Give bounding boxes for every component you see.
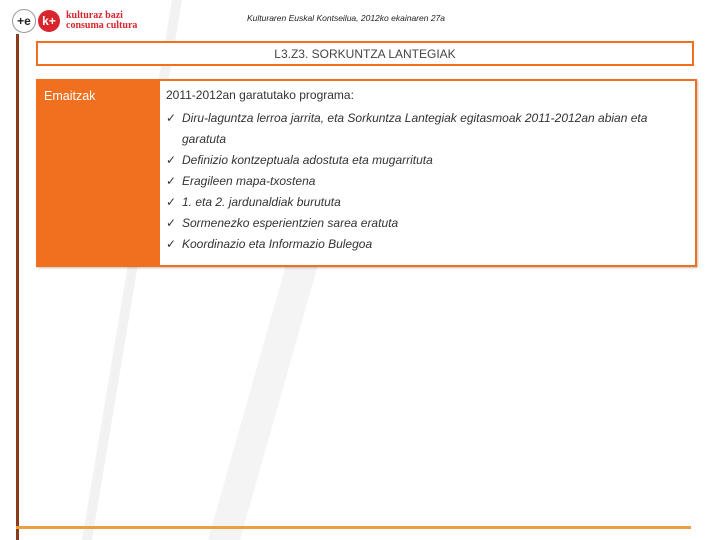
list-item: [166, 192, 687, 213]
check-icon: ✓: [166, 237, 177, 251]
plus-e-icon: +e: [12, 9, 36, 33]
list-item: [166, 150, 687, 171]
list-item: [166, 234, 687, 255]
list-item-text: Eragileen mapa-txostena: [182, 174, 316, 188]
left-vertical-rule: [16, 34, 19, 540]
list-item-text: Sormenezko esperientzien sarea eratuta: [182, 216, 399, 230]
list-item-text: 1. eta 2. jardunaldiak burututa: [182, 195, 341, 209]
list-item: [166, 213, 687, 234]
results-label: Emaitzak: [38, 81, 160, 265]
check-icon: ✓: [166, 174, 177, 188]
check-icon: ✓: [166, 216, 177, 230]
results-table: [36, 79, 697, 267]
bottom-horizontal-rule: [16, 526, 691, 529]
results-list: [166, 108, 687, 255]
list-item: [166, 171, 687, 192]
k-plus-icon: k+: [38, 10, 60, 32]
check-icon: ✓: [166, 153, 177, 167]
logo-brand-text: [66, 11, 137, 31]
list-item-text: Definizio kontzeptuala adostuta eta mugarrituta: [182, 153, 433, 167]
logo-line-2: consuma cultura: [66, 20, 138, 31]
check-icon: ✓: [166, 111, 177, 125]
kulturaz-logo: [12, 6, 137, 36]
results-body: [160, 81, 695, 265]
list-item-text: Koordinazio eta Informazio Bulegoa: [182, 237, 373, 251]
slide-title: L3.Z3. SORKUNTZA LANTEGIAK: [36, 41, 694, 66]
meeting-header: Kulturaren Euskal Kontseilua, 2012ko ekainaren 27a: [247, 13, 445, 23]
list-item-text: Diru-laguntza lerroa jarrita, eta Sorkuntza Lantegiak egitasmoak 2011-2012an abian eta garatuta: [182, 111, 648, 146]
program-intro: 2011-2012an garatutako programa:: [166, 88, 354, 102]
check-icon: ✓: [166, 195, 177, 209]
logo-line-1: kulturaz bazi: [66, 10, 123, 21]
list-item: [166, 108, 687, 150]
